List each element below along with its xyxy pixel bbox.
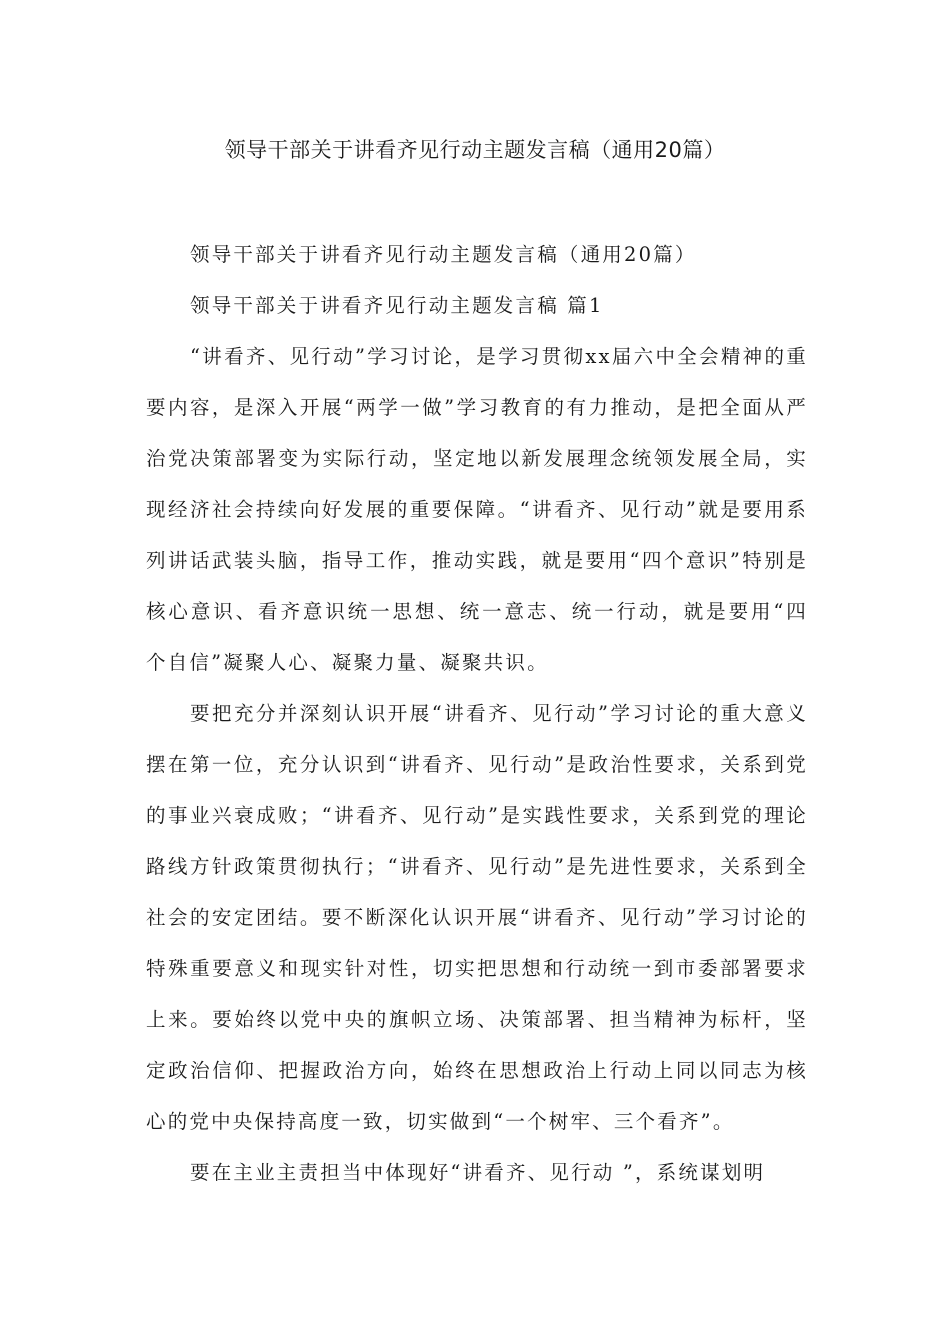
document-subtitle: 领导干部关于讲看齐见行动主题发言稿（通用20篇） [190, 243, 697, 266]
paragraph-3: 要在主业主责担当中体现好“讲看齐、见行动 ”，系统谋划明 [190, 1161, 766, 1184]
paragraph-2: 要把充分并深刻认识开展“讲看齐、见行动”学习讨论的重大意义摆在第一位，充分认识到“讲看齐、见行动”是政治性要求，关系到党的事业兴衰成败；“讲看齐、见行动”是实践性要求，关系到党的理论路线方针政策贯彻执行；“讲看齐、见行动”是先进性要求，关系到全社会的安定团结。要不断深化认识开展“讲看齐、见行动”学习讨论的特殊重要意义和现实针对性，切实把思想和行动统一到市委部署要求上来。要始终以党中央的旗帜立场、决策部署、担当精神为标杆，坚定政治信仰、把握政治方向，始终在思想政治上行动上同以同志为核心的党中央保持高度一致，切实做到“一个树牢、三个看齐”。 [146, 702, 808, 1133]
document-title: 领导干部关于讲看齐见行动主题发言稿（通用20篇） [224, 138, 726, 162]
section-heading: 领导干部关于讲看齐见行动主题发言稿 篇1 [190, 294, 604, 317]
paragraph-1: “讲看齐、见行动”学习讨论，是学习贯彻xx届六中全会精神的重要内容，是深入开展“两学一做”学习教育的有力推动，是把全面从严治党决策部署变为实际行动，坚定地以新发展理念统领发展全局，实现经济社会持续向好发展的重要保障。“讲看齐、见行动”就是要用系列讲话武装头脑，指导工作，推动实践，就是要用“四个意识”特别是核心意识、看齐意识统一思想、统一意志、统一行动，就是要用“四个自信”凝聚人心、凝聚力量、凝聚共识。 [146, 345, 808, 674]
document-body [146, 229, 808, 1198]
